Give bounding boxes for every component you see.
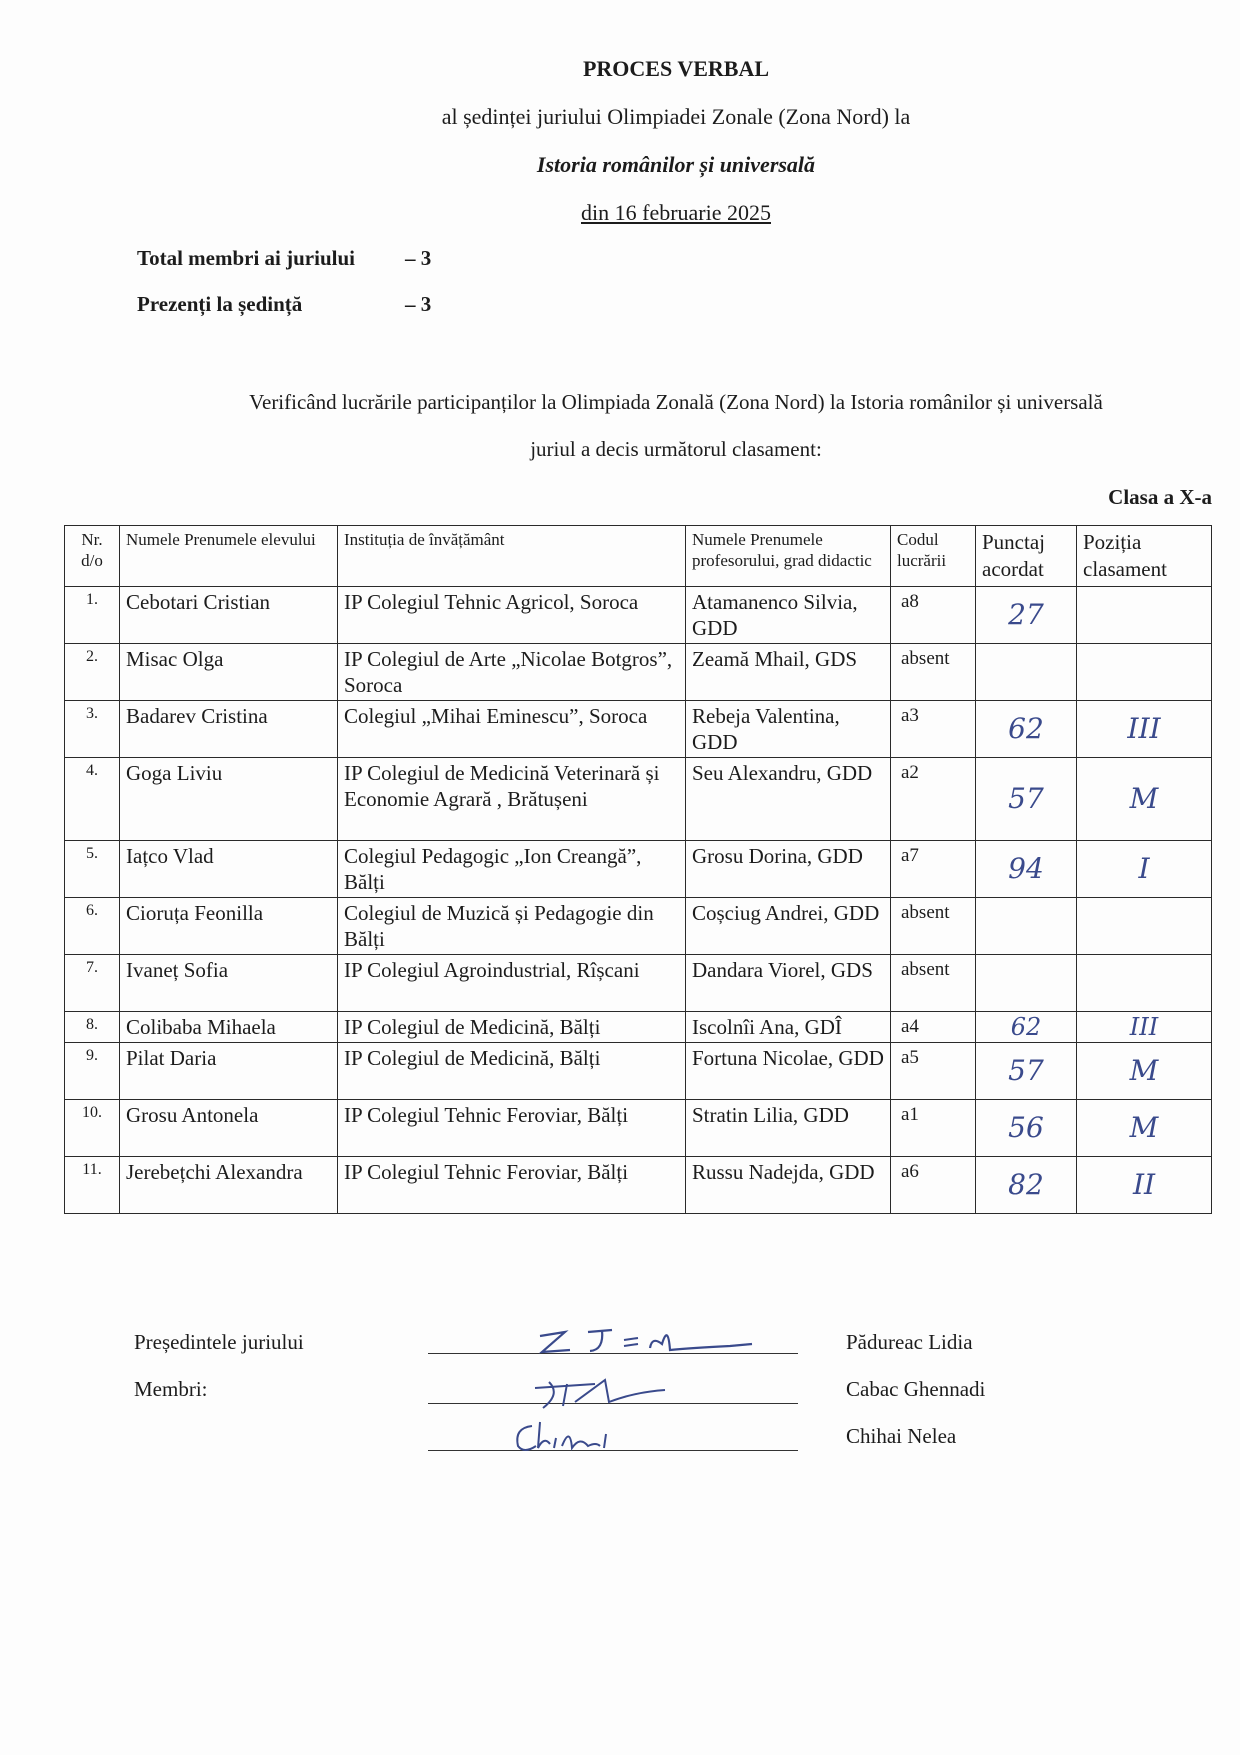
row-nr: 5. [65,841,120,898]
row-teacher: Zeamă Mhail, GDS [686,644,891,701]
table-row [65,701,1212,758]
document-title: PROCES VERBAL [582,56,770,81]
row-points: 56 [976,1100,1077,1157]
row-code: a5 [891,1043,976,1100]
row-teacher: Fortuna Nicolae, GDD [686,1043,891,1100]
row-teacher: Iscolnîi Ana, GDÎ [686,1012,891,1043]
col-header-teacher: Numele Prenumele profesorului, grad didactic [686,526,891,587]
results-table [64,525,1212,1214]
present-members-value: – 3 [405,292,432,316]
row-points [976,955,1077,1012]
row-institution: IP Colegiul Tehnic Feroviar, Bălți [338,1100,686,1157]
row-position: III [1077,1012,1212,1043]
row-teacher: Grosu Dorina, GDD [686,841,891,898]
total-members-label: Total membri ai juriului [137,246,355,270]
present-members [137,292,432,317]
row-position: I [1077,841,1212,898]
row-student: Badarev Cristina [120,701,338,758]
class-label: Clasa a X-a [1108,485,1212,509]
subject-title: Istoria românilor și universală [536,152,816,177]
row-teacher: Seu Alexandru, GDD [686,758,891,841]
table-row [65,1100,1212,1157]
row-nr: 10. [65,1100,120,1157]
row-points [976,898,1077,955]
row-teacher: Dandara Viorel, GDS [686,955,891,1012]
row-position [1077,644,1212,701]
table-row [65,841,1212,898]
row-code: a6 [891,1157,976,1214]
members-label: Membri: [134,1377,208,1401]
row-student: Ivaneț Sofia [120,955,338,1012]
row-code: absent [891,898,976,955]
session-date: din 16 februarie 2025 [581,200,771,225]
table-row [65,758,1212,841]
col-header-institution: Instituția de învățământ [338,526,686,587]
row-institution: Colegiul „Mihai Eminescu”, Soroca [338,701,686,758]
row-student: Colibaba Mihaela [120,1012,338,1043]
president-name: Pădureac Lidia [846,1330,973,1354]
row-position [1077,587,1212,644]
row-nr: 8. [65,1012,120,1043]
row-nr: 1. [65,587,120,644]
total-members [137,246,432,271]
row-code: absent [891,955,976,1012]
document-subtitle: al ședinței juriului Olimpiadei Zonale (Zona Nord) la [441,104,911,129]
row-nr: 9. [65,1043,120,1100]
row-teacher: Rebeja Valentina, GDD [686,701,891,758]
row-points: 62 [976,1012,1077,1043]
row-institution: Colegiul de Muzică și Pedagogie din Bălți [338,898,686,955]
row-student: Misac Olga [120,644,338,701]
row-institution: IP Colegiul de Medicină Veterinară și Economie Agrară , Brătușeni [338,758,686,841]
row-position [1077,898,1212,955]
row-position: M [1077,1043,1212,1100]
row-student: Grosu Antonela [120,1100,338,1157]
row-student: Goga Liviu [120,758,338,841]
row-position [1077,955,1212,1012]
row-position: II [1077,1157,1212,1214]
row-nr: 2. [65,644,120,701]
row-student: Cioruța Feonilla [120,898,338,955]
row-institution: IP Colegiul Tehnic Agricol, Soroca [338,587,686,644]
row-student: Jerebețchi Alexandra [120,1157,338,1214]
table-row [65,898,1212,955]
total-members-value: – 3 [405,246,432,270]
row-code: a3 [891,701,976,758]
row-points: 27 [976,587,1077,644]
col-header-code: Codul lucrării [891,526,976,587]
row-nr: 11. [65,1157,120,1214]
row-code: a8 [891,587,976,644]
row-points [976,644,1077,701]
row-code: a4 [891,1012,976,1043]
row-position: M [1077,1100,1212,1157]
row-student: Cebotari Cristian [120,587,338,644]
row-nr: 6. [65,898,120,955]
row-institution: IP Colegiul Tehnic Feroviar, Bălți [338,1157,686,1214]
row-institution: IP Colegiul de Arte „Nicolae Botgros”, Soroca [338,644,686,701]
table-row [65,1012,1212,1043]
row-teacher: Atamanenco Silvia, GDD [686,587,891,644]
intro-line-2: juriul a decis următorul clasament: [530,437,822,461]
table-row [65,955,1212,1012]
row-code: a1 [891,1100,976,1157]
table-row [65,1157,1212,1214]
table-row [65,644,1212,701]
president-signature [520,1318,760,1358]
row-code: a2 [891,758,976,841]
row-institution: Colegiul Pedagogic „Ion Creangă”, Bălți [338,841,686,898]
member-1-name: Cabac Ghennadi [846,1377,986,1401]
intro-line-1: Verificând lucrările participanților la Olimpiada Zonală (Zona Nord) la Istoria românilor și universală [249,390,1103,414]
table-row [65,1043,1212,1100]
row-institution: IP Colegiul Agroindustrial, Rîșcani [338,955,686,1012]
col-header-student: Numele Prenumele elevului [120,526,338,587]
row-institution: IP Colegiul de Medicină, Bălți [338,1043,686,1100]
col-header-points: Punctaj acordat [976,526,1077,587]
row-points: 57 [976,1043,1077,1100]
col-header-nr: Nr. d/o [65,526,120,587]
row-nr: 3. [65,701,120,758]
row-teacher: Coșciug Andrei, GDD [686,898,891,955]
row-institution: IP Colegiul de Medicină, Bălți [338,1012,686,1043]
row-points: 94 [976,841,1077,898]
row-nr: 7. [65,955,120,1012]
row-points: 62 [976,701,1077,758]
row-nr: 4. [65,758,120,841]
member-1-signature [505,1372,675,1412]
row-position: M [1077,758,1212,841]
table-row [65,587,1212,644]
table-header-row [65,526,1212,587]
present-members-label: Prezenți la ședință [137,292,303,316]
member-2-name: Chihai Nelea [846,1424,957,1448]
row-points: 57 [976,758,1077,841]
row-teacher: Russu Nadejda, GDD [686,1157,891,1214]
row-student: Pilat Daria [120,1043,338,1100]
col-header-position: Poziția clasament [1077,526,1212,587]
row-position: III [1077,701,1212,758]
president-label: Președintele juriului [134,1330,304,1354]
row-teacher: Stratin Lilia, GDD [686,1100,891,1157]
row-code: a7 [891,841,976,898]
row-points: 82 [976,1157,1077,1214]
row-student: Iațco Vlad [120,841,338,898]
row-code: absent [891,644,976,701]
member-2-signature [510,1416,620,1456]
